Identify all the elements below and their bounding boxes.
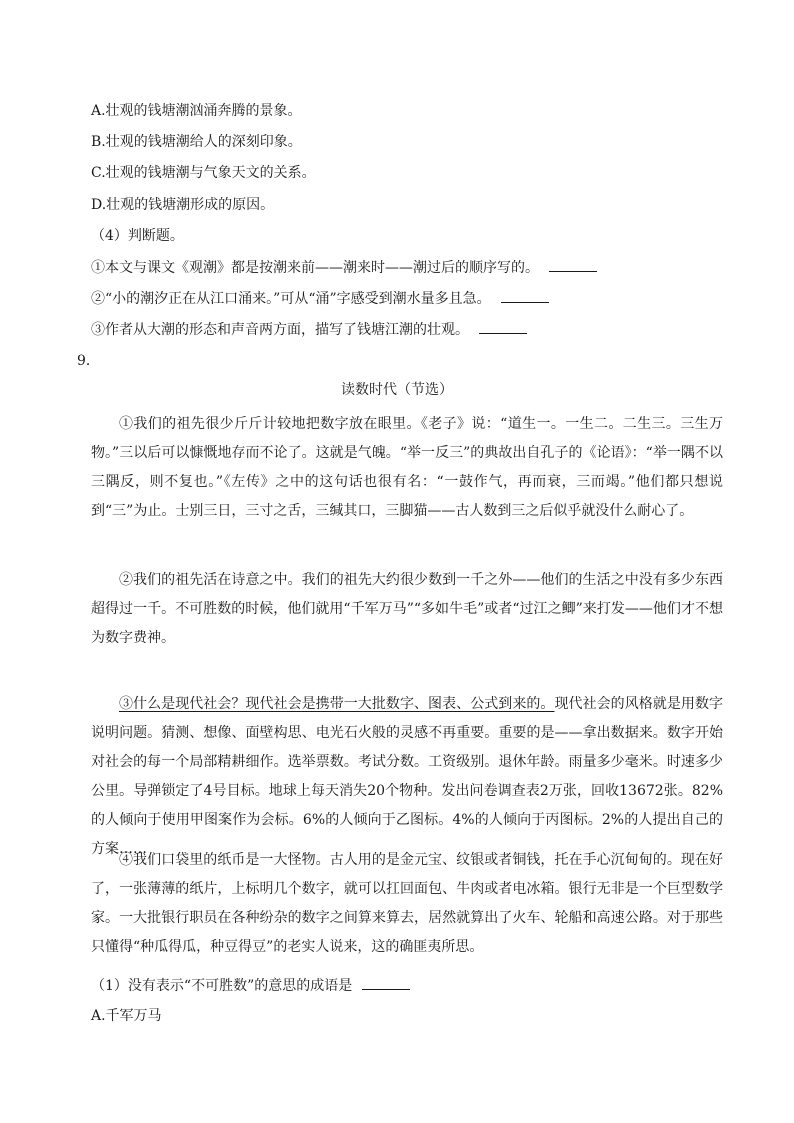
judge-item-1-text: ①本文与课文《观潮》都是按潮来前——潮来时——潮过后的顺序写的。	[91, 260, 539, 276]
paragraph-3	[91, 690, 723, 864]
underlined-sentence: ③什么是现代社会？现代社会是携带一大批数字、图表、公式到来的。	[119, 696, 555, 712]
sub1-option-a: A.千军万马	[91, 1008, 162, 1024]
paragraph-4: ④我们口袋里的纸币是一大怪物。古人用的是金元宝、纹银或者铜钱，托在手心沉甸甸的。现在好了，一张薄薄的纸片，上标明几个数字，就可以扛回面包、牛肉或者电冰箱。银行无非是一个巨型数学家。一大批银行职员在各种纷杂的数字之间算来算去，居然就算出了火车、轮船和高速公路。对于那些只懂得“种瓜得瓜，种豆得豆”的老实人说来，这的确匪夷所思。	[91, 852, 723, 955]
answer-blank[interactable]	[479, 319, 527, 334]
judge-item-3	[91, 319, 527, 340]
answer-blank[interactable]	[549, 257, 597, 272]
judge-item-2-text: ②“小的潮汐正在从江口涌来。”可从“涌”字感受到潮水量多且急。	[91, 291, 491, 307]
judge-item-1	[91, 257, 597, 278]
answer-blank[interactable]	[501, 288, 549, 303]
paragraph-1: ①我们的祖先很少斤斤计较地把数字放在眼里。《老子》说：“道生一。一生二。二生三。三生万物。”三以后可以慷慨地存而不论了。这就是气魄。“举一反三”的典故出自孔子的《论语》：“举一隅不以三隅反，则不复也。”《左传》之中的这句话也很有名：“一鼓作气，再而衰，三而竭。”他们都只想说到“三”为止。士别三日，三寸之舌，三缄其口，三脚猫——古人数到三之后似乎就没什么耐心了。	[91, 416, 723, 519]
judge-item-2	[91, 288, 549, 309]
part4-heading: （4）判断题。	[91, 228, 184, 244]
answer-blank[interactable]	[362, 975, 410, 990]
sub-question-1-text: （1）没有表示“不可胜数”的意思的成语是	[91, 978, 353, 994]
option-a: A.壮观的钱塘潮汹涌奔腾的景象。	[91, 103, 302, 119]
question-number: 9．	[77, 353, 100, 369]
paragraph-2: ②我们的祖先活在诗意之中。我们的祖先大约很少数到一千之外——他们的生活之中没有多少东西超得过一千。不可胜数的时候，他们就用“千军万马”“多如牛毛”或者“过江之鲫”来打发——他们才不想为数字费神。	[91, 572, 723, 646]
option-d: D.壮观的钱塘潮形成的原因。	[91, 197, 275, 213]
judge-item-3-text: ③作者从大潮的形态和声音两方面，描写了钱塘江潮的壮观。	[91, 322, 469, 338]
option-c: C.壮观的钱塘潮与气象天文的关系。	[91, 165, 316, 181]
option-b: B.壮观的钱塘潮给人的深刻印象。	[91, 134, 302, 150]
sub-question-1	[91, 975, 410, 996]
passage-title: 读数时代（节选）	[341, 382, 453, 398]
paragraph-3-rest: 现代社会的风格就是用数字说明问题。猜测、想像、面壁构思、电光石火般的灵感不再重要。重要的是——拿出数据来。数字开始对社会的每一个局部精耕细作。选举票数。考试分数。工资级别。退休年龄。雨量多少毫米。时速多少公里。导弹锁定了4号目标。地球上每天消失20个物种。发出问卷调查表2万张，回收13672张。82%的人倾向于使用甲图案作为会标。6%的人倾向于乙图标。4%的人倾向于丙图标。2%的人提出自己的方案……	[91, 696, 724, 857]
